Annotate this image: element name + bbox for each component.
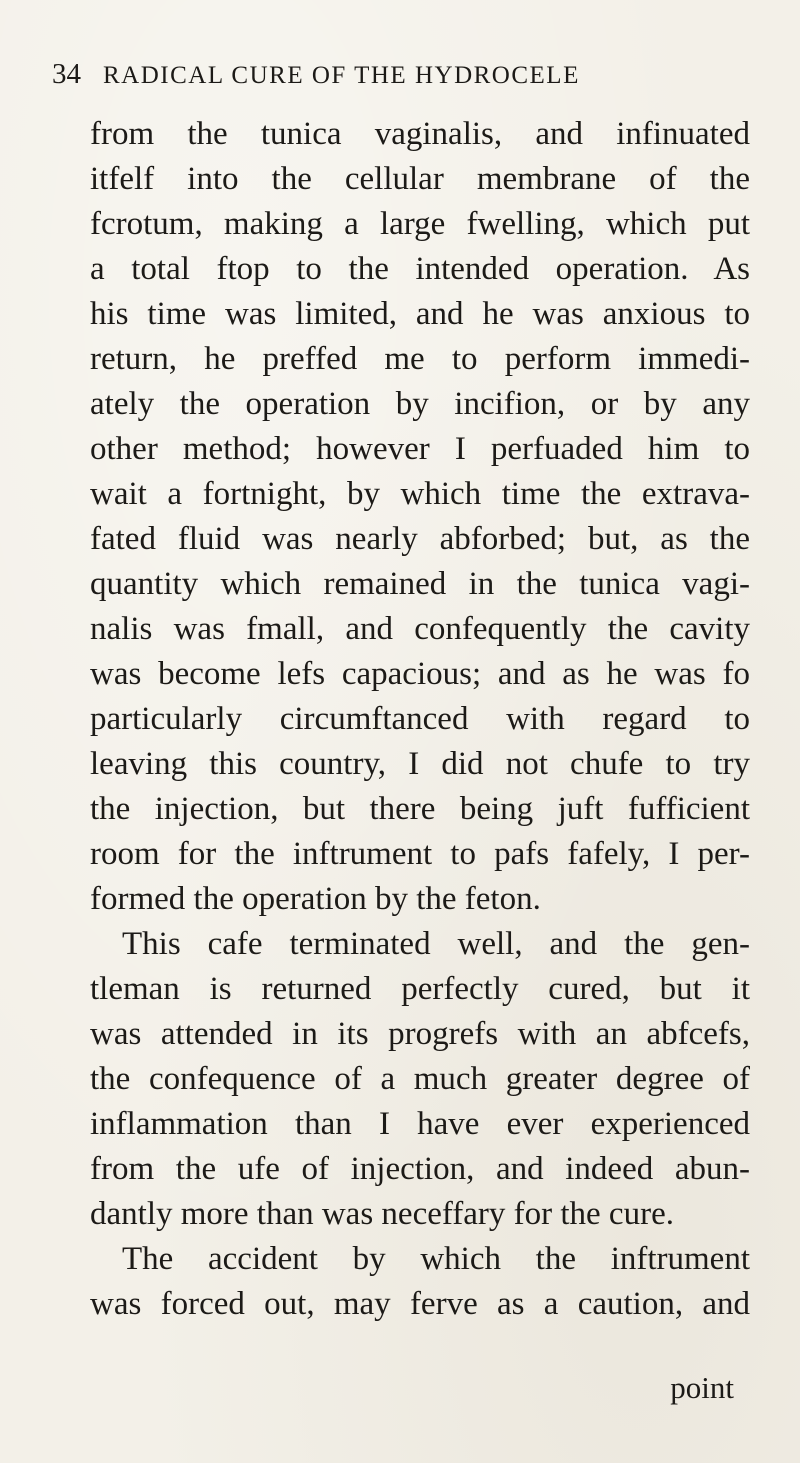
text-line: was attended in its progrefs with an abfcefs, <box>90 1016 750 1052</box>
text-line: room for the inftrument to pafs fafely, I per- <box>90 836 750 872</box>
text-line: dantly more than was neceffary for the cure. <box>90 1196 674 1232</box>
text-line: ately the operation by incifion, or by any <box>90 386 750 422</box>
text-line: fcrotum, making a large fwelling, which put <box>90 206 750 242</box>
text-line: fated fluid was nearly abforbed; but, as the <box>90 521 750 557</box>
text-line: from the tunica vaginalis, and infinuated <box>90 116 750 152</box>
text-line: particularly circumftanced with regard to <box>90 701 750 737</box>
body-text <box>90 112 750 1327</box>
text-line: quantity which remained in the tunica vagi- <box>90 566 750 602</box>
text-line: was become lefs capacious; and as he was fo <box>90 656 750 692</box>
text-line: wait a fortnight, by which time the extrava- <box>90 476 750 512</box>
catchword: point <box>670 1370 734 1405</box>
text-line: from the ufe of injection, and indeed abun- <box>90 1151 750 1187</box>
text-line: was forced out, may ferve as a caution, and <box>90 1286 750 1322</box>
text-line: the injection, but there being juft fufficient <box>90 791 750 827</box>
text-line: inflammation than I have ever experienced <box>90 1106 750 1142</box>
text-line: other method; however I perfuaded him to <box>90 431 750 467</box>
running-head <box>52 58 752 98</box>
text-line: a total ftop to the intended operation. As <box>90 251 750 287</box>
text-line: This cafe terminated well, and the gen- <box>122 926 750 962</box>
text-line: his time was limited, and he was anxious to <box>90 296 750 332</box>
text-line: The accident by which the inftrument <box>122 1241 750 1277</box>
text-line: itfelf into the cellular membrane of the <box>90 161 750 197</box>
running-title: RADICAL CURE OF THE HYDROCELE <box>103 62 580 89</box>
text-line: tleman is returned perfectly cured, but it <box>90 971 750 1007</box>
text-line: formed the operation by the feton. <box>90 881 541 917</box>
text-line: return, he preffed me to perform immedi- <box>90 341 750 377</box>
page-number: 34 <box>52 58 81 90</box>
text-line: nalis was fmall, and confequently the cavity <box>90 611 750 647</box>
text-line: leaving this country, I did not chufe to try <box>90 746 750 782</box>
text-line: the confequence of a much greater degree of <box>90 1061 750 1097</box>
